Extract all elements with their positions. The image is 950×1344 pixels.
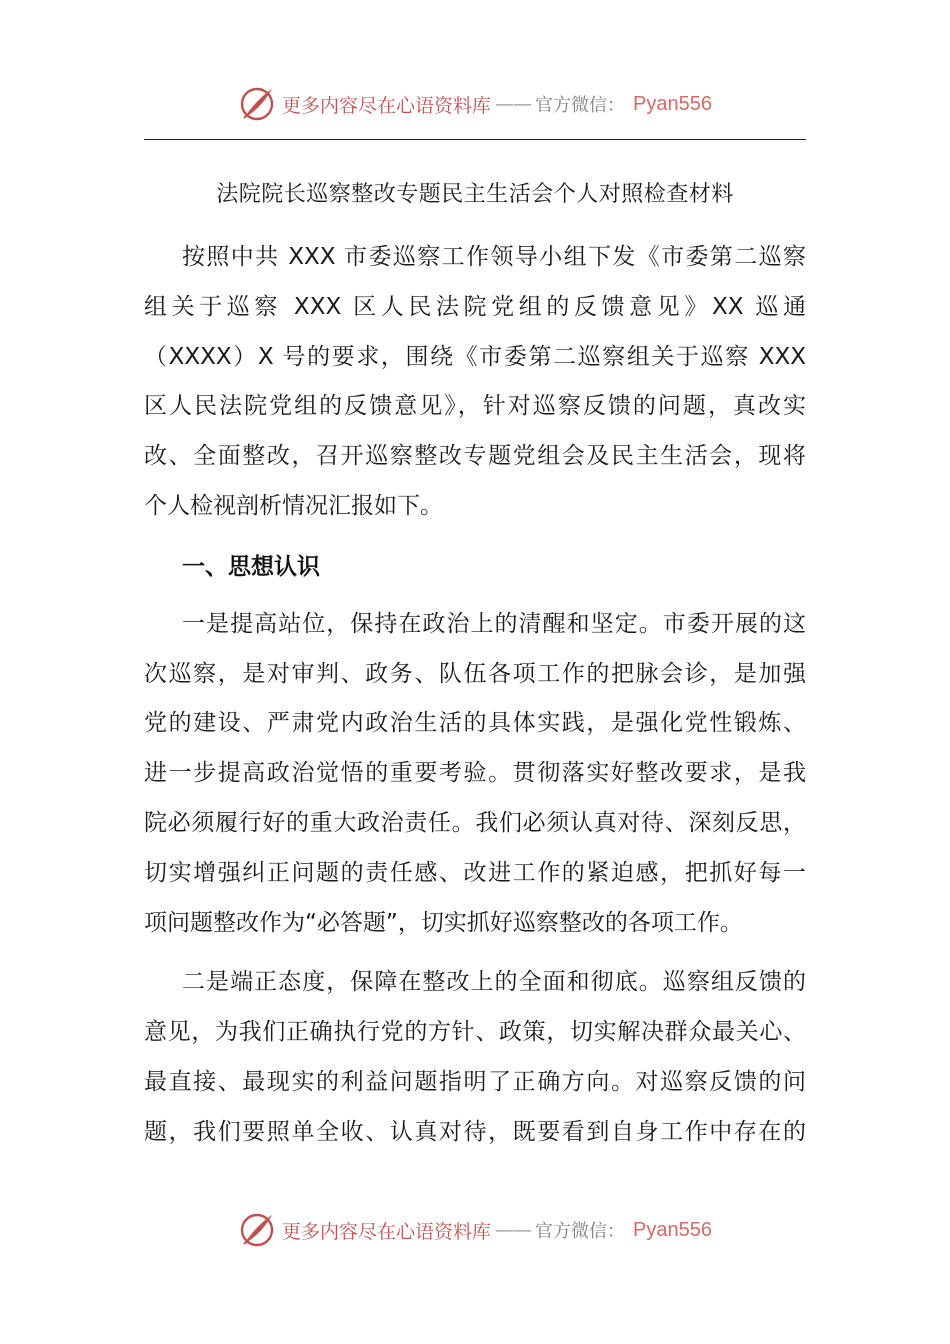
- banner-wechat-id: Pyan556: [633, 92, 712, 115]
- text-line: 组关于巡察 XXX 区人民法院党组的反馈意见》XX 巡通: [144, 293, 806, 320]
- text-line: 区人民法院党组的反馈意见》，针对巡察反馈的问题，真改实: [144, 393, 806, 420]
- text-line: 改、全面整改，召开巡察整改专题党组会及民主生活会，现将: [144, 443, 806, 470]
- text-line: 次巡察，是对审判、政务、队伍各项工作的把脉会诊，是加强: [144, 660, 806, 687]
- text-line: （XXXX）X 号的要求，围绕《市委第二巡察组关于巡察 XXX: [144, 343, 806, 370]
- header-banner: [0, 82, 950, 126]
- banner-dash: ——: [495, 1219, 532, 1241]
- text-line: 一是提高站位，保持在政治上的清醒和坚定。市委开展的这: [182, 610, 806, 637]
- banner-text: 更多内容尽在心语资料库: [282, 1220, 492, 1243]
- text-line: 个人检视剖析情况汇报如下。: [144, 492, 443, 519]
- text-line: 题，我们要照单全收、认真对待，既要看到自身工作中存在的: [144, 1118, 806, 1145]
- banner-wechat-label: 官方微信：: [535, 1221, 626, 1242]
- body-paragraph-2: [144, 958, 806, 1157]
- intro-paragraph: [144, 233, 806, 532]
- text-line: 意见，为我们正确执行党的方针、政策，切实解决群众最关心、: [144, 1019, 806, 1046]
- banner-text: 更多内容尽在心语资料库: [282, 94, 492, 117]
- text-line: 党的建设、严肃党内政治生活的具体实践，是强化党性锻炼、: [144, 710, 806, 737]
- text-line: 院必须履行好的重大政治责任。我们必须认真对待、深刻反思，: [144, 809, 806, 836]
- section-heading: 一、思想认识: [182, 553, 320, 580]
- text-line: 进一步提高政治觉悟的重要考验。贯彻落实好整改要求，是我: [144, 760, 806, 787]
- banner-wechat-label: 官方微信：: [535, 95, 626, 116]
- document-title: 法院院长巡察整改专题民主生活会个人对照检查材料: [216, 182, 734, 207]
- text-line: 最直接、最现实的利益问题指明了正确方向。对巡察反馈的问: [144, 1068, 806, 1095]
- banner-dash: ——: [495, 93, 532, 115]
- header-divider: [144, 139, 806, 140]
- document-body: [144, 233, 806, 1168]
- text-line: 按照中共 XXX 市委巡察工作领导小组下发《市委第二巡察: [182, 244, 806, 270]
- text-line: 二是端正态度，保障在整改上的全面和彻底。巡察组反馈的: [182, 969, 806, 996]
- banner-wechat-id: Pyan556: [633, 1218, 712, 1241]
- quill-logo-icon: [238, 85, 276, 123]
- text-line: 切实增强纠正问题的责任感、改进工作的紧迫感，把抓好每一: [144, 859, 806, 886]
- text-line: 项问题整改作为“必答题”，切实抓好巡察整改的各项工作。: [144, 909, 743, 936]
- quill-logo-icon: [238, 1211, 276, 1249]
- body-paragraph-1: [144, 600, 806, 949]
- footer-banner: [0, 1208, 950, 1252]
